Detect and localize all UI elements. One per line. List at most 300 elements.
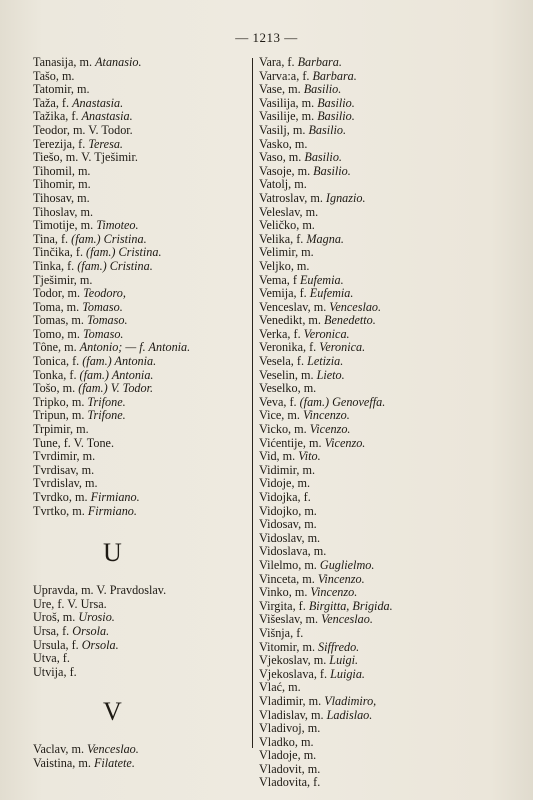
entry-equivalent: Vincenzo. [317,571,365,586]
entry-gender: m. [294,177,307,192]
dictionary-entry [33,639,248,653]
entry-name: Vesela, [259,354,294,369]
entry-equivalent: Firmiano. [87,503,137,518]
dictionary-entry [259,627,509,641]
page-number: — 1213 — [235,30,298,45]
dictionary-entry [259,600,509,614]
entry-gender: f. [62,651,70,666]
entry-name: Taža, [33,95,59,110]
entry-equivalent: Trifone. [87,394,126,409]
entry-gender: m. [81,462,95,477]
dictionary-entry [259,532,509,546]
dictionary-entry [259,124,509,138]
entry-gender: f [292,272,297,287]
dictionary-entry [259,464,509,478]
entry-gender: m. [307,721,321,736]
entry-name: Tonka, [33,367,67,382]
entry-equivalent: Tomaso. [82,299,123,314]
entry-gender: f. [75,245,83,260]
dictionary-entry [259,641,509,655]
entry-gender: m. [300,367,314,382]
dictionary-entry [259,654,509,668]
entry-name: Utva, [33,651,60,666]
entry-name: Veleslav, [259,204,303,219]
entry-name: Todor, [33,286,65,301]
dictionary-entry [33,396,248,410]
entry-name: Vlać, [259,680,286,695]
entry-equivalent: Luigi. [329,653,359,668]
entry-name: Vasilija, [259,95,299,110]
dictionary-entry [33,260,248,274]
entry-gender: m. [67,286,81,301]
entry-name: Vasko, [259,136,292,151]
entry-gender: f. [296,354,305,369]
entry-gender: f. [67,258,75,273]
entry-gender: m. [313,544,327,559]
entry-equivalent: Magna. [306,231,344,246]
entry-name: Vjekoslav, [259,653,311,668]
entry-gender: m. [301,95,315,110]
entry-equivalent: Orsola. [81,637,119,652]
entries-u-section [33,584,248,679]
dictionary-entry [259,219,509,233]
dictionary-entry [259,423,509,437]
entry-gender: f. [296,231,304,246]
dictionary-entry [33,611,248,625]
entry-name: Veselko, [259,381,301,396]
entry-name: Tanasija, [33,55,77,69]
entry-equivalent: Antonio; — f. Antonia. [79,340,191,355]
section-heading-v: V [103,697,123,727]
entry-gender: m. [71,408,85,423]
dictionary-entry [259,763,509,777]
entry-equivalent: (fam.) Cristina. [71,231,147,246]
entry-gender: m. [313,299,327,314]
entry-equivalent: Ladislao. [326,707,373,722]
entry-name: Ursa, [33,623,60,638]
dictionary-entry [33,369,248,383]
dictionary-entry [33,409,248,423]
entry-name: Višeslav, [259,612,303,627]
entry-name: Višnja, [259,625,294,640]
entry-gender: m. [71,313,84,328]
dictionary-entry [259,396,509,410]
entry-equivalent: Basilio. [304,150,342,165]
entry-gender: m. [302,218,315,233]
entry-name: Vjekoslava, [259,666,317,681]
entry-equivalent: Veronica. [303,326,350,341]
entry-name: Toma, [33,299,64,314]
dictionary-entry [259,70,509,84]
entry-gender: f. [309,340,317,355]
entry-equivalent: Benedetto. [324,313,376,328]
dictionary-entry [33,219,248,233]
entry-equivalent: Firmiano. [90,490,140,504]
entry-equivalent: Venceslao. [329,299,382,314]
entry-gender: f. [61,95,70,110]
entry-name: Vasilije, [259,109,299,124]
entry-gender: m. [287,408,300,423]
dictionary-entry [33,151,248,165]
entry-name: Tošo, [33,381,60,396]
dictionary-entry [33,652,248,666]
entry-name: Tvrdislav, [33,476,82,491]
entry-gender: m. [304,517,317,532]
entry-name: Vidoslav, [259,530,305,545]
entry-name: Vid, [259,449,280,464]
entry-name: Vasilj, [259,122,290,137]
entry-gender: f. [303,490,311,504]
entry-gender: m. [74,490,88,504]
entries-v-section-left [33,743,248,770]
entry-name: Vladko, [259,734,298,749]
entry-gender: m. [288,150,302,165]
dictionary-entry [33,287,248,301]
entry-gender: m. [301,245,314,260]
entry-name: Vinko, [259,585,292,600]
entry-gender: m. [304,503,317,518]
dictionary-entry [259,722,509,736]
dictionary-entry [33,355,248,369]
dictionary-entry [33,206,248,220]
entry-gender: m. [305,204,319,219]
entry-gender: m. [301,109,315,124]
entry-gender: m. [292,122,306,137]
dictionary-entry [33,274,248,288]
dictionary-entry [33,124,248,138]
entry-gender: m. [61,68,75,83]
entry-gender: m. [307,530,321,545]
entry-gender: f. V. Tone. [63,435,114,450]
dictionary-entry [33,341,248,355]
dictionary-entry [259,382,509,396]
entry-name: Tješimir, [33,272,77,287]
entries-v-section-right [259,56,509,790]
entry-gender: m. [308,693,322,708]
entry-name: Vidojka, [259,490,301,504]
entry-name: Terezija, [33,136,76,151]
entry-gender: m. [288,82,301,97]
entry-name: Vilelmo, [259,557,302,572]
entry-equivalent: Vincenzo. [302,408,350,423]
entry-gender: f. [62,623,70,638]
entry-equivalent: Lieto. [316,367,345,382]
dictionary-entry [33,56,248,70]
entry-equivalent: (fam.) Antonia. [82,354,157,369]
entry-name: Tašo, [33,68,59,83]
entry-name: Tihomil, [33,163,75,178]
entry-name: Teodor, [33,122,70,137]
entry-gender: m. [79,55,93,69]
dictionary-entry [259,192,509,206]
entry-equivalent: (fam.) Cristina. [77,258,153,273]
dictionary-entry [259,83,509,97]
entry-gender: m. [297,163,311,178]
entry-gender: m. [297,476,311,491]
column-divider [252,58,253,748]
dictionary-entry [259,165,509,179]
dictionary-entry [259,287,509,301]
dictionary-entry [33,464,248,478]
dictionary-entry [259,518,509,532]
entry-gender: f. [313,775,321,790]
dictionary-entry [259,246,509,260]
entry-name: Verka, [259,326,291,341]
entry-name: Vemija, [259,286,297,301]
entry-gender: f. [296,625,304,640]
entry-name: Vaistina, [33,755,76,770]
entry-gender: m. [80,204,94,219]
entry-name: Vladoje, [259,748,301,763]
dictionary-entry [259,559,509,573]
entry-equivalent: Anastasia. [72,95,124,110]
entry-gender: m. [307,761,321,776]
dictionary-entry [33,110,248,124]
entry-gender: m. [62,381,76,396]
entry-equivalent: Anastasia. [81,109,133,124]
dictionary-entry [259,409,509,423]
dictionary-entry [33,598,248,612]
entry-equivalent: Vincenzo. [310,585,358,600]
entry-name: Tripun, [33,408,69,423]
dictionary-entry [259,736,509,750]
entry-gender: m. [76,422,89,437]
dictionary-entry [259,56,509,70]
entry-name: Venedikt, [259,313,306,328]
dictionary-entry [259,668,509,682]
entry-gender: m. [294,136,308,151]
entry-name: Utvija, [33,664,67,679]
entry-name: Tihosav, [33,190,75,205]
entry-gender: m. [77,163,91,178]
entry-name: Vidojko, [259,503,302,518]
entry-name: Veličko, [259,218,300,233]
entry-equivalent: Trifone. [87,408,126,423]
entry-name: Vema, [259,272,290,287]
entry-name: Tatomir, [33,82,74,97]
dictionary-entry [259,776,509,790]
entry-name: Tripko, [33,394,69,409]
entry-equivalent: (fam.) Cristina. [86,245,162,260]
entry-name: Vićentije, [259,435,306,450]
dictionary-entry [33,97,248,111]
dictionary-entry [259,437,509,451]
entry-name: Vladivoj, [259,721,305,736]
dictionary-entry [259,314,509,328]
entry-gender: m. [78,755,91,770]
dictionary-entry [33,138,248,152]
dictionary-entry [33,70,248,84]
dictionary-entry [259,491,509,505]
entry-name: Vice, [259,408,285,423]
entry-equivalent: Guglielmo. [319,557,375,572]
entry-gender: m. [294,585,308,600]
dictionary-entry [33,477,248,491]
entry-name: Vidosav, [259,517,302,532]
dictionary-entry [259,573,509,587]
entry-name: Vaso, [259,150,286,165]
dictionary-entry [259,545,509,559]
dictionary-entry [259,233,509,247]
entry-gender: m. [300,734,314,749]
entry-equivalent: Teodoro, [83,286,126,301]
entry-gender: m. [305,612,319,627]
dictionary-entry [33,83,248,97]
entry-equivalent: Tomaso. [87,313,128,328]
entry-equivalent: (fam.) Genoveffa. [299,394,386,409]
entry-gender: m. V. Pravdoslav. [81,583,167,598]
dictionary-entry [33,165,248,179]
entry-equivalent: Veronica. [319,340,366,355]
entry-name: Uroš, [33,610,60,625]
entry-gender: f. [71,109,79,124]
entry-name: Tihoslav, [33,204,78,219]
entry-equivalent: Luigia. [330,666,365,681]
dictionary-entry [259,328,509,342]
entry-equivalent: Letizia. [307,354,344,369]
entry-gender: f. [72,354,80,369]
entry-gender: m. [304,557,317,572]
dictionary-entry [259,681,509,695]
entry-name: Vladovit, [259,761,305,776]
entry-gender: m. [303,381,317,396]
entry-name: Vladovita, [259,775,311,790]
entry-gender: f. [69,367,77,382]
entry-name: Vitomir, [259,639,300,654]
dictionary-entry [259,477,509,491]
dictionary-entry [33,314,248,328]
entry-name: Veva, [259,394,287,409]
dictionary-entry [33,192,248,206]
entry-equivalent: Orsola. [72,623,110,638]
entry-name: Vladimir, [259,693,306,708]
entry-name: Tina, [33,231,58,246]
entry-gender: f. V. Ursa. [57,596,107,611]
entry-gender: m. [302,571,315,586]
entry-name: Vasoje, [259,163,295,178]
entry-gender: f. [319,666,328,681]
entry-equivalent: Urosio. [78,610,115,625]
entry-equivalent: Eufemia. [299,272,344,287]
entry-gender: m. [294,422,307,437]
entry-name: Tvrdko, [33,490,72,504]
entry-name: Vatroslav, [259,190,308,205]
entry-name: Ursula, [33,637,69,652]
entry-equivalent: Basilio. [317,109,355,124]
entry-equivalent: Basilio. [308,122,347,137]
entry-equivalent: Vladimiro, [324,693,377,708]
entry-name: Velika, [259,231,294,246]
entry-gender: m. [303,748,317,763]
dictionary-entry [33,757,248,771]
entry-name: Tône, [33,340,62,355]
entry-gender: m. [71,394,85,409]
entry-name: Vase, [259,82,286,97]
dictionary-entry [259,450,509,464]
entry-equivalent: Birgitta, Brigida. [308,598,393,613]
entry-name: Tinčika, [33,245,73,260]
entry-name: Tune, [33,435,61,450]
entry-gender: f. [302,68,310,83]
entry-name: Vidimir, [259,462,300,477]
entry-name: Trpimir, [33,422,74,437]
dictionary-entry [33,625,248,639]
entry-gender: m. [311,707,324,722]
entry-gender: m. [62,610,76,625]
entry-name: Vladislav, [259,707,308,722]
entry-gender: f. [289,394,297,409]
entry-name: Tiešo, [33,150,63,165]
entry-name: Vara, [259,55,285,69]
entry-gender: m. [64,340,77,355]
entry-gender: m. [309,435,322,450]
right-column [259,56,509,790]
entry-gender: m. [302,462,315,477]
entry-name: Venceslav, [259,299,311,314]
left-column [33,56,248,771]
entry-equivalent: Vicenzo. [309,422,351,437]
entry-name: Veronika, [259,340,307,355]
entry-equivalent: Barbara. [312,68,357,83]
entry-gender: m. [302,639,315,654]
entry-name: Tonica, [33,354,70,369]
entry-gender: m. [79,272,93,287]
dictionary-entry [259,369,509,383]
entry-gender: m. [77,190,90,205]
entry-name: Velimir, [259,245,299,260]
entry-name: Vinceta, [259,571,300,586]
dictionary-entry [33,382,248,396]
dictionary-entry [259,110,509,124]
entry-gender: m. [80,218,94,233]
entry-name: Timotije, [33,218,78,233]
entry-equivalent: Filatete. [93,755,135,770]
entry-equivalent: Venceslao. [321,612,373,627]
entry-name: Vaclav, [33,742,69,757]
entry-equivalent: (fam.) V. Todor. [78,381,154,396]
dictionary-entry [259,355,509,369]
entry-name: Tomo, [33,326,65,341]
entry-gender: f. [61,231,69,246]
entry-equivalent: Barbara. [297,55,342,69]
dictionary-entry [33,666,248,680]
entry-name: Tažika, [33,109,69,124]
entry-name: Veselin, [259,367,298,382]
entry-gender: f. [78,136,86,151]
entry-gender: m. [288,680,301,695]
entry-name: Varva:a, [259,68,300,83]
entry-gender: m. [313,653,327,668]
entry-equivalent: Eufemia. [309,286,354,301]
entry-name: Tomas, [33,313,69,328]
dictionary-entry [33,743,248,757]
entry-gender: m. [67,326,80,341]
dictionary-entry [259,260,509,274]
dictionary-entry [33,328,248,342]
dictionary-entry [259,586,509,600]
entry-gender: m. [71,742,84,757]
entry-gender: m. [72,503,85,518]
entry-gender: m. [296,258,310,273]
entry-equivalent: Basilio. [317,95,355,110]
dictionary-entry [33,246,248,260]
entry-name: Tvrdisav, [33,462,79,477]
dictionary-entry [259,505,509,519]
section-heading-u: U [103,538,123,568]
dictionary-entry [259,274,509,288]
dictionary-entry [33,423,248,437]
entry-equivalent: Basilio. [313,163,351,178]
